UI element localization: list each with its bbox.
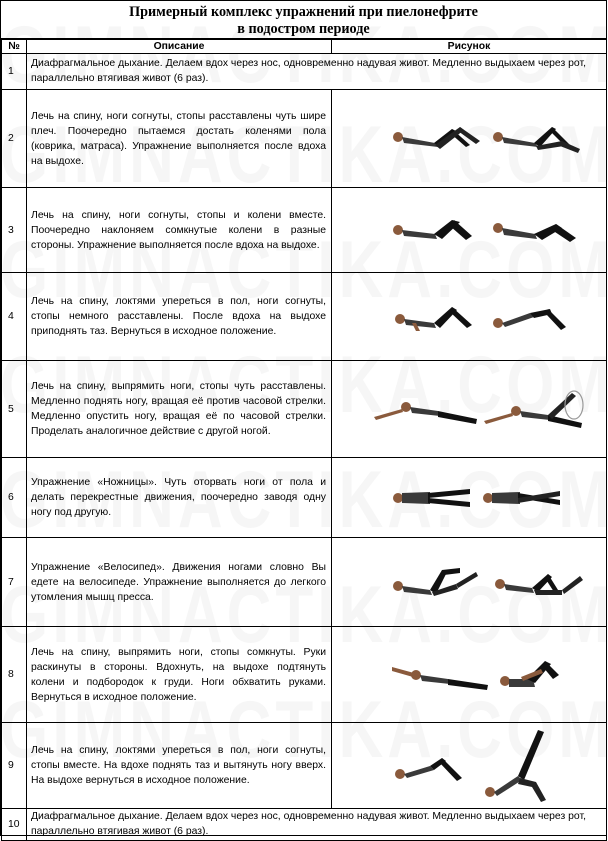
row-figures (332, 458, 607, 538)
row-number: 3 (2, 188, 27, 273)
figure-knees-tilted-right (490, 212, 585, 248)
row-number: 5 (2, 361, 27, 458)
row-description: Лечь на спину, выпрямить ноги, стопы чуть расставлены. Медленно поднять ногу, вращая её против часовой стрелки. Медленно опустить ногу, вращая её по часовой стрелки. Проделать аналогичное действие с другой ногой. (27, 361, 332, 458)
table-row (2, 458, 607, 538)
figure-legs-straight (372, 389, 482, 429)
row-description: Лечь на спину, ноги согнуты, стопы и колени вместе. Поочередно наклоняем сомкнутые колени в разные стороны. Упражнение выполняется после вдоха на выдохе. (27, 188, 332, 273)
figure-arms-spread (390, 657, 490, 693)
title-line-2: в подостром периоде (237, 21, 370, 37)
table-row (2, 54, 607, 90)
figure-bridge-leg-up (482, 726, 562, 806)
figure-scissors-crossed (482, 486, 562, 510)
table-row (2, 809, 607, 841)
table-row (2, 538, 607, 627)
row-description: Диафрагмальное дыхание. Делаем вдох через нос, одновременно надувая живот. Медленно выдыхаем через рот, параллельно втягивая живот (6 раз). (27, 809, 607, 841)
exercise-table (1, 39, 607, 841)
row-description: Лечь на спину, локтями упереться в пол, ноги согнуты, стопы немного расставлены. После вдоха на выдохе приподнять таз. Вернуться в исходное положение. (27, 273, 332, 361)
table-row (2, 627, 607, 723)
row-number: 7 (2, 538, 27, 627)
row-description: Диафрагмальное дыхание. Делаем вдох через нос, одновременно надувая живот. Медленно выдыхаем через рот, параллельно втягивая живот (6 раз). (27, 54, 607, 90)
row-description: Лечь на спину, локтями упереться в пол, ноги согнуты, стопы вместе. На вдохе поднять таз и вытянуть ногу вверх. На выдохе вернуться в исходное положение. (27, 723, 332, 809)
row-number: 6 (2, 458, 27, 538)
table-row (2, 273, 607, 361)
figure-bridge-start (392, 746, 472, 786)
figure-knees-tilted-left (390, 212, 485, 248)
figure-bicycle-1 (390, 560, 485, 604)
row-figures (332, 273, 607, 361)
row-number: 1 (2, 54, 27, 90)
row-figures (332, 723, 607, 809)
figure-lying-start (390, 297, 485, 337)
table-header (2, 40, 607, 54)
row-figures (332, 361, 607, 458)
row-description: Упражнение «Велосипед». Движения ногами словно Вы едете на велосипеде. Упражнение выполняется до легкого утомления мышц пресса. (27, 538, 332, 627)
column-header-description: Описание (27, 40, 332, 54)
column-header-number: № (2, 40, 27, 54)
title-line-1: Примерный комплекс упражнений при пиелонефрите (129, 4, 478, 20)
row-figures (332, 538, 607, 627)
row-number: 9 (2, 723, 27, 809)
row-figures (332, 188, 607, 273)
row-number: 10 (2, 809, 27, 841)
row-number: 2 (2, 90, 27, 188)
figure-bicycle-2 (492, 560, 587, 604)
column-header-picture: Рисунок (332, 40, 607, 54)
row-figures (332, 90, 607, 188)
table-row (2, 188, 607, 273)
figure-pelvis-raised (490, 297, 585, 337)
figure-leg-circle (482, 385, 592, 433)
row-number: 4 (2, 273, 27, 361)
table-row (2, 361, 607, 458)
figure-scissors-open (392, 486, 472, 510)
table-row (2, 90, 607, 188)
row-number: 8 (2, 627, 27, 723)
row-description: Упражнение «Ножницы». Чуть оторвать ноги от пола и делать перекрестные движения, поочередно заводя одну ногу под другую. (27, 458, 332, 538)
figure-lying-knees-bent (390, 119, 485, 159)
figure-lying-knee-lowered (490, 119, 585, 159)
page-title (1, 1, 606, 39)
row-description: Лечь на спину, ноги согнуты, стопы расставлены чуть шире плеч. Поочередно пытаемся достать коленями пола (коврика, матраса). Упражнение выполняется после вдоха на выдохе. (27, 90, 332, 188)
table-row (2, 723, 607, 809)
row-figures (332, 627, 607, 723)
row-description: Лечь на спину, выпрямить ноги, стопы сомкнуты. Руки раскинуты в стороны. Вдохнуть, на выдохе подтянуть колени и подбородок к груди. Ноги обхватить руками. Вернуться в исходное положение. (27, 627, 332, 723)
figure-knees-to-chest (497, 655, 567, 695)
